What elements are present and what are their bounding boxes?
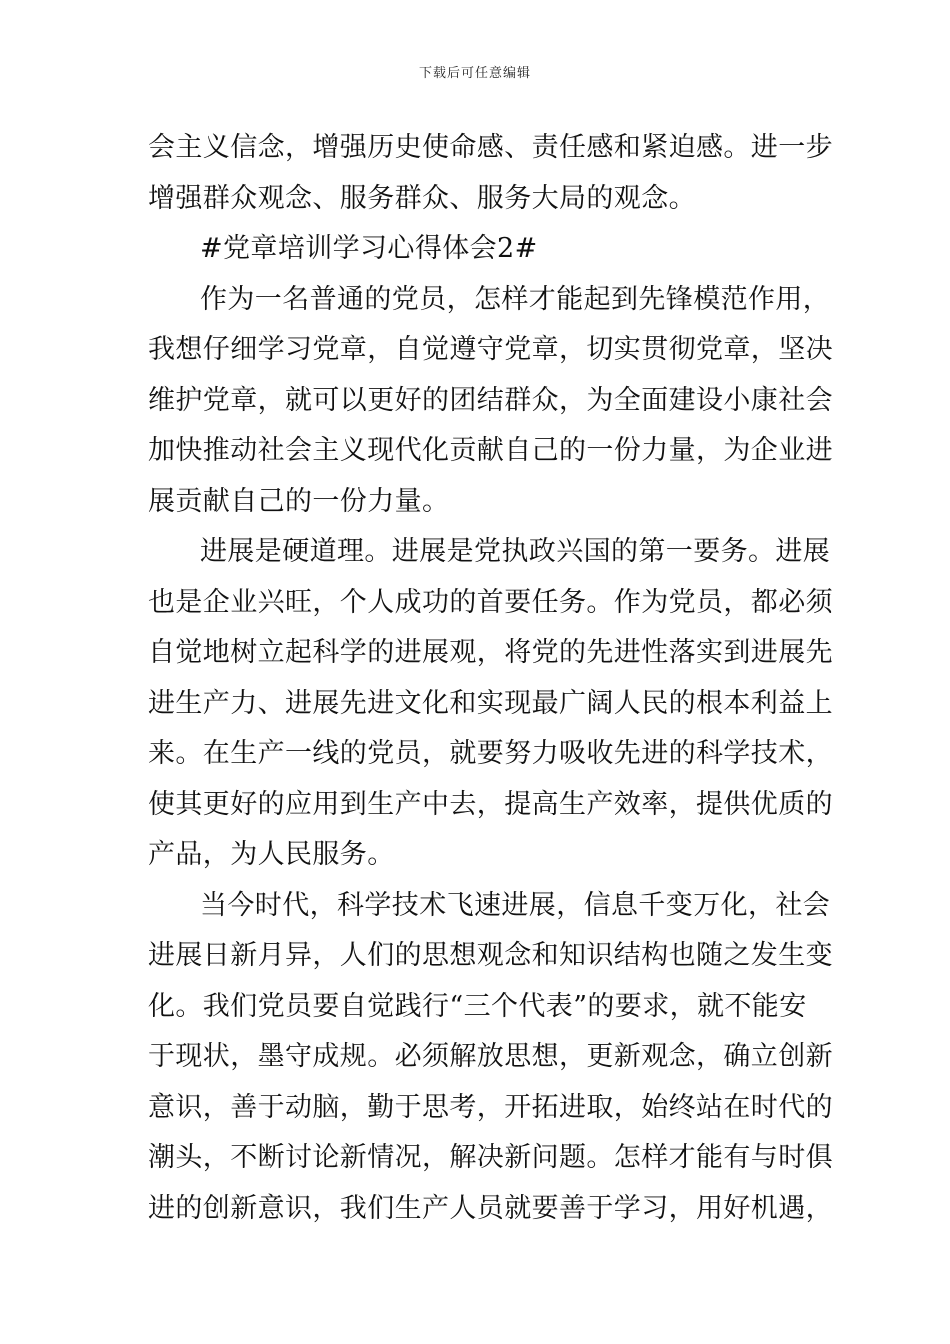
- text-line: 维护党章，就可以更好的团结群众，为全面建设小康社会: [148, 384, 833, 416]
- text-line: 加快推动社会主义现代化贡献自己的一份力量，为企业进: [148, 435, 833, 466]
- text-line: 作为一名普通的党员，怎样才能起到先锋模范作用，: [200, 283, 831, 315]
- document-body: [148, 123, 833, 1234]
- text-line: 增强群众观念、服务群众、服务大局的观念。: [148, 182, 696, 214]
- text-line: 意识，善于动脑，勤于思考，开拓进取，始终站在时代的: [148, 1091, 833, 1123]
- text-line: 展贡献自己的一份力量。: [148, 485, 450, 517]
- header-note: 下载后可任意编辑: [418, 66, 531, 81]
- text-line: 潮头，不断讨论新情况，解决新问题。怎样才能有与时俱: [148, 1142, 833, 1173]
- text-line: 进展是硬道理。进展是党执政兴国的第一要务。进展: [200, 536, 831, 567]
- text-line: 当今时代，科学技术飞速进展，信息千变万化，社会: [200, 889, 831, 921]
- text-line: 我想仔细学习党章，自觉遵守党章，切实贯彻党章，坚决: [148, 334, 833, 365]
- text-line: 产品，为人民服务。: [148, 839, 395, 870]
- text-line: 进生产力、进展先进文化和实现最广阔人民的根本利益上: [148, 687, 833, 719]
- text-line: 也是企业兴旺，个人成功的首要任务。作为党员，都必须: [148, 586, 833, 618]
- text-line: 进展日新月异，人们的思想观念和知识结构也随之发生变: [148, 940, 833, 971]
- text-line: 会主义信念，增强历史使命感、责任感和紧迫感。进一步: [148, 132, 833, 163]
- text-line: 自觉地树立起科学的进展观，将党的先进性落实到进展先: [148, 637, 833, 668]
- text-line: 化。我们党员要自觉践行“三个代表”的要求，就不能安: [148, 990, 807, 1022]
- text-line: 进的创新意识，我们生产人员就要善于学习，用好机遇，: [148, 1192, 833, 1224]
- text-line: 来。在生产一线的党员，就要努力吸收先进的科学技术，: [148, 738, 833, 769]
- text-line: 于现状，墨守成规。必须解放思想，更新观念，确立创新: [148, 1041, 833, 1072]
- section-heading: #党章培训学习心得体会2#: [200, 233, 538, 264]
- text-line: 使其更好的应用到生产中去，提高生产效率，提供优质的: [148, 788, 833, 820]
